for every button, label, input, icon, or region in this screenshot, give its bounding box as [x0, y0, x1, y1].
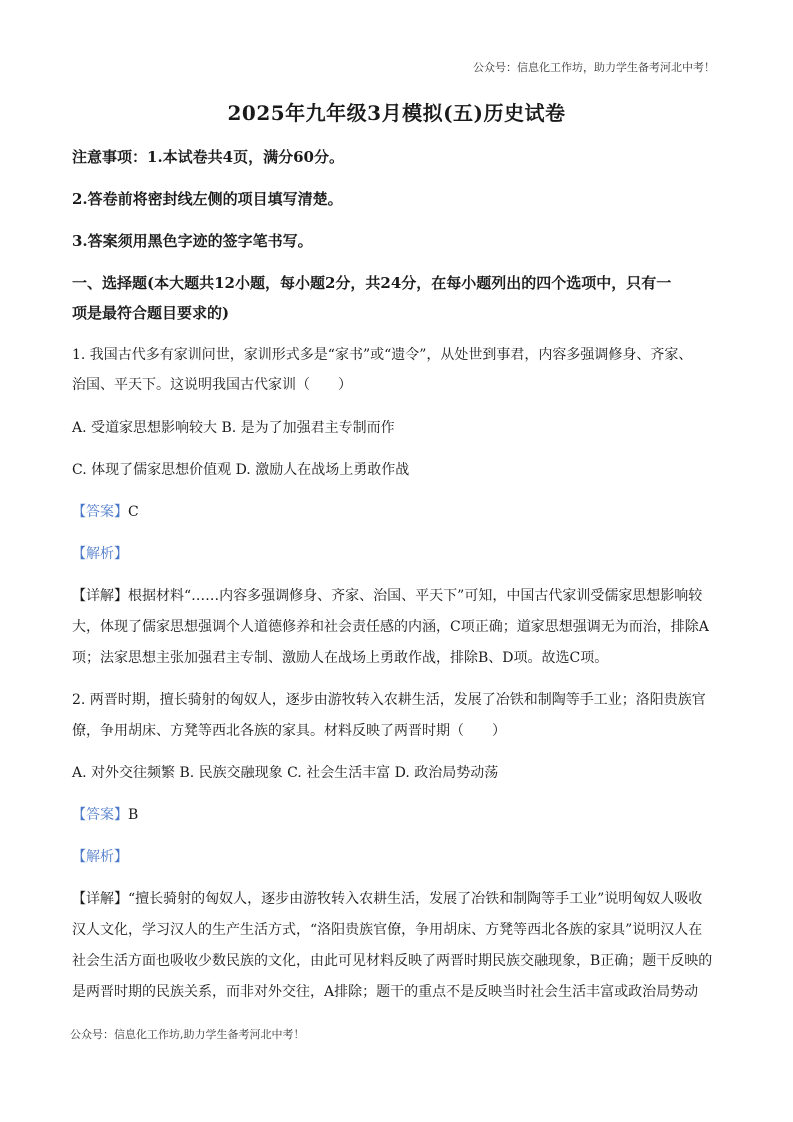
section-heading-line2: 项是最符合题目要求的) [72, 304, 230, 322]
q1-detail-line3: 项；法家思想主张加强君主专制、激励人在战场上勇敢作战，排除B、D项。故选C项。 [72, 650, 609, 666]
answer-value: B [128, 807, 139, 823]
q1-detail-line2: 大，体现了儒家思想强调个人道德修养和社会责任感的内涵，C项正确；道家思想强调无为而治，排除A [72, 619, 709, 635]
detail-text: “擅长骑射的匈奴人，逐步由游牧转入农耕生活，发展了冶铁和制陶等手工业”说明匈奴人吸收 [128, 891, 703, 907]
q2-options: A. 对外交往频繁 B. 民族交融现象 C. 社会生活丰富 D. 政治局势动荡 [72, 765, 499, 781]
q1-stem-line2: 治国、平天下。这说明我国古代家训（ ） [72, 377, 352, 393]
detail-text: 根据材料“……内容多强调修身、齐家、治国、平天下”可知，中国古代家训受儒家思想影响较 [128, 588, 703, 604]
q1-options-line1: A. 受道家思想影响较大 B. 是为了加强君主专制而作 [72, 420, 395, 436]
notice-3: 3.答案须用黑色字迹的签字笔书写。 [72, 232, 313, 250]
q2-stem-line1: 2. 两晋时期，擅长骑射的匈奴人，逐步由游牧转入农耕生活，发展了冶铁和制陶等手工业；洛阳贵族官 [72, 692, 706, 708]
answer-tag: 【答案】 [72, 504, 128, 520]
notice-2: 2.答卷前将密封线左侧的项目填写清楚。 [72, 190, 343, 208]
q1-stem-line1: 1. 我国古代多有家训问世，家训形式多是“家书”或“遗令”，从处世到事君，内容多强调修身、齐家、 [72, 347, 693, 363]
page-title: 2025年九年级3月模拟(五)历史试卷 [227, 101, 566, 125]
q1-detail-line1 [72, 587, 724, 605]
q2-answer [72, 806, 724, 824]
q2-detail-line2: 汉人文化，学习汉人的生产生活方式，“洛阳贵族官僚，争用胡床、方凳等西北各族的家具”说明汉人在 [72, 922, 703, 938]
q1-options-line2: C. 体现了儒家思想价值观 D. 激励人在战场上勇敢作战 [72, 462, 410, 478]
detail-tag: 【详解】 [72, 891, 128, 907]
q1-answer [72, 503, 724, 521]
q1-analysis-tag: 【解析】 [72, 546, 128, 562]
header-note: 公众号：信息化工作坊，助力学生备考河北中考！ [473, 61, 715, 74]
q2-detail-line3: 社会生活方面也吸收少数民族的文化，由此可见材料反映了两晋时期民族交融现象，B正确；题干反映的 [72, 953, 713, 969]
detail-tag: 【详解】 [72, 588, 128, 604]
section-heading-line1: 一、选择题(本大题共12小题，每小题2分，共24分，在每小题列出的四个选项中，只有一 [72, 274, 672, 292]
q2-detail-line4: 是两晋时期的民族关系，而非对外交往，A排除；题干的重点不是反映当时社会生活丰富或政治局势动 [72, 984, 699, 1000]
q2-analysis-tag: 【解析】 [72, 849, 128, 865]
footer-note: 公众号：信息化工作坊,助力学生备考河北中考！ [70, 1028, 305, 1041]
answer-tag: 【答案】 [72, 807, 128, 823]
q2-detail-line1 [72, 890, 724, 908]
notice-1: 注意事项：1.本试卷共4页，满分60分。 [72, 148, 344, 166]
q2-stem-line2: 僚，争用胡床、方凳等西北各族的家具。材料反映了两晋时期（ ） [72, 723, 506, 739]
answer-value: C [128, 504, 139, 520]
